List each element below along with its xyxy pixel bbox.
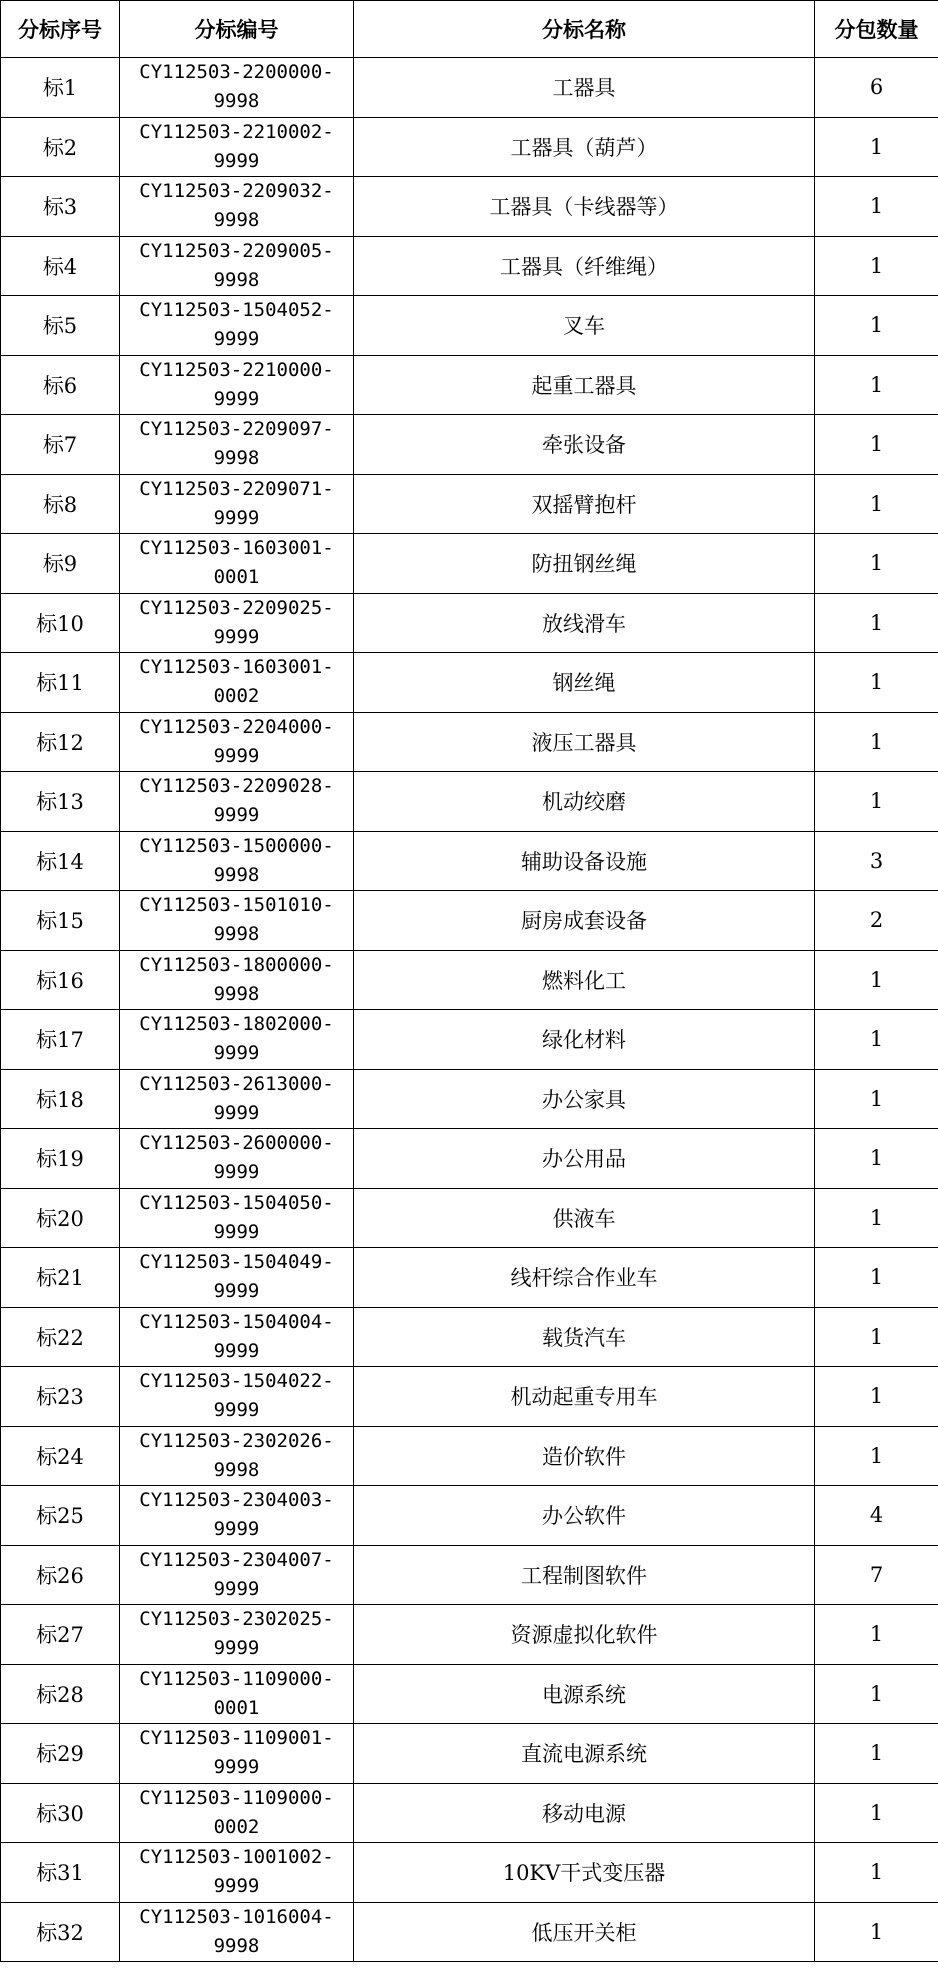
cell-seq: 标31 bbox=[1, 1843, 120, 1903]
cell-code bbox=[120, 1010, 354, 1070]
cell-code-line1: CY112503-2209025- bbox=[139, 596, 334, 619]
cell-count: 1 bbox=[815, 653, 938, 713]
table-row bbox=[1, 831, 938, 891]
cell-code bbox=[120, 1783, 354, 1843]
cell-name: 资源虚拟化软件 bbox=[354, 1605, 815, 1665]
cell-seq: 标18 bbox=[1, 1069, 120, 1129]
cell-code-line2: 9999 bbox=[213, 1280, 260, 1303]
cell-seq: 标22 bbox=[1, 1307, 120, 1367]
table-row bbox=[1, 1129, 938, 1189]
table-row bbox=[1, 117, 938, 177]
cell-seq: 标9 bbox=[1, 534, 120, 594]
cell-code-line2: 9998 bbox=[213, 447, 260, 470]
cell-seq: 标3 bbox=[1, 177, 120, 237]
table-row bbox=[1, 950, 938, 1010]
cell-code-line2: 0001 bbox=[213, 566, 260, 589]
cell-code bbox=[120, 1367, 354, 1427]
cell-seq: 标6 bbox=[1, 355, 120, 415]
cell-name: 线杆综合作业车 bbox=[354, 1248, 815, 1308]
cell-code bbox=[120, 1486, 354, 1546]
cell-code bbox=[120, 1664, 354, 1724]
cell-name: 移动电源 bbox=[354, 1783, 815, 1843]
cell-code-line2: 9999 bbox=[213, 506, 260, 529]
cell-name: 工程制图软件 bbox=[354, 1545, 815, 1605]
cell-code-line2: 9999 bbox=[213, 804, 260, 827]
cell-count: 1 bbox=[815, 1248, 938, 1308]
cell-name: 10KV干式变压器 bbox=[354, 1843, 815, 1903]
cell-seq: 标2 bbox=[1, 117, 120, 177]
cell-name: 起重工器具 bbox=[354, 355, 815, 415]
table-row bbox=[1, 1843, 938, 1903]
table-row bbox=[1, 1486, 938, 1546]
cell-name: 放线滑车 bbox=[354, 593, 815, 653]
cell-code-line1: CY112503-1800000- bbox=[139, 953, 334, 976]
cell-name: 工器具（卡线器等） bbox=[354, 177, 815, 237]
table-row bbox=[1, 177, 938, 237]
cell-code-line1: CY112503-2209028- bbox=[139, 775, 334, 798]
cell-name: 电源系统 bbox=[354, 1664, 815, 1724]
cell-code-line1: CY112503-2209032- bbox=[139, 180, 334, 203]
cell-code-line2: 9999 bbox=[213, 1220, 260, 1243]
cell-seq: 标26 bbox=[1, 1545, 120, 1605]
cell-code-line2: 9998 bbox=[213, 863, 260, 886]
cell-code-line2: 9998 bbox=[213, 1458, 260, 1481]
cell-code bbox=[120, 1069, 354, 1129]
cell-count: 1 bbox=[815, 1010, 938, 1070]
cell-name: 牵张设备 bbox=[354, 415, 815, 475]
cell-code-line2: 9999 bbox=[213, 149, 260, 172]
cell-seq: 标12 bbox=[1, 712, 120, 772]
cell-seq: 标1 bbox=[1, 58, 120, 118]
table-row bbox=[1, 296, 938, 356]
cell-code-line2: 9999 bbox=[213, 1577, 260, 1600]
cell-code bbox=[120, 1129, 354, 1189]
cell-seq: 标7 bbox=[1, 415, 120, 475]
cell-count: 1 bbox=[815, 1426, 938, 1486]
cell-count: 1 bbox=[815, 415, 938, 475]
cell-name: 办公用品 bbox=[354, 1129, 815, 1189]
cell-code-line2: 9998 bbox=[213, 923, 260, 946]
cell-code-line2: 9998 bbox=[213, 268, 260, 291]
cell-count: 1 bbox=[815, 1129, 938, 1189]
cell-code-line2: 9998 bbox=[213, 982, 260, 1005]
cell-count: 1 bbox=[815, 1724, 938, 1784]
table-row bbox=[1, 1664, 938, 1724]
cell-code bbox=[120, 1188, 354, 1248]
cell-code-line1: CY112503-2613000- bbox=[139, 1072, 334, 1095]
cell-code bbox=[120, 831, 354, 891]
cell-count: 1 bbox=[815, 1843, 938, 1903]
cell-name: 燃料化工 bbox=[354, 950, 815, 1010]
cell-code bbox=[120, 712, 354, 772]
cell-code-line2: 9998 bbox=[213, 90, 260, 113]
cell-code bbox=[120, 296, 354, 356]
table-header bbox=[1, 1, 938, 58]
cell-code-line1: CY112503-2209071- bbox=[139, 477, 334, 500]
cell-code bbox=[120, 117, 354, 177]
cell-seq: 标32 bbox=[1, 1902, 120, 1962]
cell-code-line2: 9999 bbox=[213, 1399, 260, 1422]
cell-code-line2: 9999 bbox=[213, 1637, 260, 1660]
cell-code bbox=[120, 1724, 354, 1784]
cell-code-line1: CY112503-1109001- bbox=[139, 1727, 334, 1750]
cell-code-line2: 9999 bbox=[213, 1161, 260, 1184]
cell-code-line1: CY112503-2304007- bbox=[139, 1548, 334, 1571]
table-row bbox=[1, 58, 938, 118]
cell-count: 1 bbox=[815, 177, 938, 237]
table-row bbox=[1, 653, 938, 713]
cell-code bbox=[120, 1248, 354, 1308]
cell-count: 3 bbox=[815, 831, 938, 891]
cell-name: 辅助设备设施 bbox=[354, 831, 815, 891]
cell-name: 低压开关柜 bbox=[354, 1902, 815, 1962]
cell-code-line2: 9999 bbox=[213, 1339, 260, 1362]
cell-code bbox=[120, 593, 354, 653]
cell-name: 办公家具 bbox=[354, 1069, 815, 1129]
table-row bbox=[1, 1069, 938, 1129]
cell-seq: 标23 bbox=[1, 1367, 120, 1427]
cell-name: 钢丝绳 bbox=[354, 653, 815, 713]
cell-seq: 标8 bbox=[1, 474, 120, 534]
cell-count: 7 bbox=[815, 1545, 938, 1605]
table-row bbox=[1, 534, 938, 594]
cell-seq: 标19 bbox=[1, 1129, 120, 1189]
cell-seq: 标14 bbox=[1, 831, 120, 891]
cell-count: 1 bbox=[815, 1069, 938, 1129]
cell-code-line2: 9998 bbox=[213, 209, 260, 232]
cell-code-line2: 0001 bbox=[213, 1696, 260, 1719]
cell-code bbox=[120, 1902, 354, 1962]
table-row bbox=[1, 891, 938, 951]
table-row bbox=[1, 772, 938, 832]
header-row bbox=[1, 1, 938, 58]
cell-code bbox=[120, 950, 354, 1010]
cell-code-line2: 9999 bbox=[213, 1101, 260, 1124]
cell-code bbox=[120, 653, 354, 713]
cell-count: 1 bbox=[815, 236, 938, 296]
cell-code bbox=[120, 474, 354, 534]
table-row bbox=[1, 1426, 938, 1486]
table-row bbox=[1, 415, 938, 475]
cell-code bbox=[120, 236, 354, 296]
cell-name: 工器具 bbox=[354, 58, 815, 118]
cell-code-line2: 0002 bbox=[213, 1815, 260, 1838]
cell-code-line2: 9999 bbox=[213, 1756, 260, 1779]
cell-code bbox=[120, 891, 354, 951]
cell-code-line1: CY112503-2204000- bbox=[139, 715, 334, 738]
cell-code-line2: 9999 bbox=[213, 387, 260, 410]
cell-count: 1 bbox=[815, 474, 938, 534]
cell-code-line1: CY112503-1802000- bbox=[139, 1013, 334, 1036]
cell-code-line1: CY112503-1109000- bbox=[139, 1667, 334, 1690]
cell-count: 2 bbox=[815, 891, 938, 951]
table-row bbox=[1, 236, 938, 296]
cell-code-line1: CY112503-1603001- bbox=[139, 537, 334, 560]
table-row bbox=[1, 712, 938, 772]
table-row bbox=[1, 1545, 938, 1605]
cell-count: 1 bbox=[815, 1664, 938, 1724]
cell-code-line1: CY112503-2210000- bbox=[139, 358, 334, 381]
cell-name: 工器具（纤维绳） bbox=[354, 236, 815, 296]
cell-count: 1 bbox=[815, 1367, 938, 1427]
cell-code-line1: CY112503-1504052- bbox=[139, 299, 334, 322]
table-row bbox=[1, 1307, 938, 1367]
cell-name: 载货汽车 bbox=[354, 1307, 815, 1367]
cell-name: 防扭钢丝绳 bbox=[354, 534, 815, 594]
cell-code-line2: 9999 bbox=[213, 744, 260, 767]
cell-seq: 标11 bbox=[1, 653, 120, 713]
table-row bbox=[1, 1724, 938, 1784]
cell-name: 机动起重专用车 bbox=[354, 1367, 815, 1427]
cell-code-line1: CY112503-1016004- bbox=[139, 1905, 334, 1928]
cell-code-line1: CY112503-2302026- bbox=[139, 1429, 334, 1452]
cell-seq: 标10 bbox=[1, 593, 120, 653]
cell-count: 1 bbox=[815, 1605, 938, 1665]
cell-count: 1 bbox=[815, 593, 938, 653]
cell-count: 1 bbox=[815, 296, 938, 356]
cell-seq: 标13 bbox=[1, 772, 120, 832]
table-row bbox=[1, 1605, 938, 1665]
cell-count: 1 bbox=[815, 772, 938, 832]
table-row bbox=[1, 474, 938, 534]
cell-code-line1: CY112503-2209005- bbox=[139, 239, 334, 262]
cell-name: 办公软件 bbox=[354, 1486, 815, 1546]
cell-count: 1 bbox=[815, 1307, 938, 1367]
cell-code-line2: 9999 bbox=[213, 1042, 260, 1065]
cell-seq: 标17 bbox=[1, 1010, 120, 1070]
cell-count: 1 bbox=[815, 712, 938, 772]
cell-seq: 标27 bbox=[1, 1605, 120, 1665]
cell-code-line1: CY112503-2209097- bbox=[139, 418, 334, 441]
cell-name: 厨房成套设备 bbox=[354, 891, 815, 951]
cell-count: 1 bbox=[815, 355, 938, 415]
cell-seq: 标4 bbox=[1, 236, 120, 296]
cell-code-line1: CY112503-1504004- bbox=[139, 1310, 334, 1333]
cell-code-line1: CY112503-1603001- bbox=[139, 656, 334, 679]
cell-code-line1: CY112503-2302025- bbox=[139, 1608, 334, 1631]
cell-seq: 标28 bbox=[1, 1664, 120, 1724]
cell-code-line1: CY112503-1501010- bbox=[139, 894, 334, 917]
cell-seq: 标25 bbox=[1, 1486, 120, 1546]
cell-count: 1 bbox=[815, 1188, 938, 1248]
cell-seq: 标30 bbox=[1, 1783, 120, 1843]
cell-code-line2: 9999 bbox=[213, 1518, 260, 1541]
header-code: 分标编号 bbox=[120, 1, 354, 58]
header-count: 分包数量 bbox=[815, 1, 938, 58]
table-row bbox=[1, 1010, 938, 1070]
header-seq: 分标序号 bbox=[1, 1, 120, 58]
cell-seq: 标5 bbox=[1, 296, 120, 356]
table-row bbox=[1, 1367, 938, 1427]
cell-code bbox=[120, 1426, 354, 1486]
cell-count: 1 bbox=[815, 117, 938, 177]
cell-code bbox=[120, 415, 354, 475]
cell-name: 液压工器具 bbox=[354, 712, 815, 772]
cell-code bbox=[120, 1545, 354, 1605]
cell-seq: 标15 bbox=[1, 891, 120, 951]
table-row bbox=[1, 355, 938, 415]
table-row bbox=[1, 593, 938, 653]
cell-code-line1: CY112503-1504049- bbox=[139, 1251, 334, 1274]
cell-count: 1 bbox=[815, 950, 938, 1010]
cell-count: 1 bbox=[815, 1783, 938, 1843]
table-body bbox=[1, 58, 938, 1962]
table-row bbox=[1, 1783, 938, 1843]
cell-code bbox=[120, 1605, 354, 1665]
cell-code-line2: 9998 bbox=[213, 1934, 260, 1957]
cell-seq: 标24 bbox=[1, 1426, 120, 1486]
cell-code-line1: CY112503-1504050- bbox=[139, 1191, 334, 1214]
cell-name: 机动绞磨 bbox=[354, 772, 815, 832]
cell-code bbox=[120, 355, 354, 415]
table-row bbox=[1, 1902, 938, 1962]
cell-code-line1: CY112503-1001002- bbox=[139, 1846, 334, 1869]
cell-name: 叉车 bbox=[354, 296, 815, 356]
cell-count: 1 bbox=[815, 1902, 938, 1962]
cell-code-line1: CY112503-2600000- bbox=[139, 1132, 334, 1155]
cell-count: 6 bbox=[815, 58, 938, 118]
cell-count: 1 bbox=[815, 534, 938, 594]
cell-code-line1: CY112503-1504022- bbox=[139, 1370, 334, 1393]
cell-name: 工器具（葫芦） bbox=[354, 117, 815, 177]
cell-count: 4 bbox=[815, 1486, 938, 1546]
cell-code bbox=[120, 534, 354, 594]
cell-code-line1: CY112503-2304003- bbox=[139, 1489, 334, 1512]
cell-code bbox=[120, 177, 354, 237]
cell-name: 供液车 bbox=[354, 1188, 815, 1248]
cell-seq: 标16 bbox=[1, 950, 120, 1010]
cell-code bbox=[120, 772, 354, 832]
header-name: 分标名称 bbox=[354, 1, 815, 58]
cell-name: 双摇臂抱杆 bbox=[354, 474, 815, 534]
cell-code-line1: CY112503-1109000- bbox=[139, 1786, 334, 1809]
cell-code-line2: 9999 bbox=[213, 625, 260, 648]
cell-name: 绿化材料 bbox=[354, 1010, 815, 1070]
cell-code bbox=[120, 58, 354, 118]
cell-code-line2: 9999 bbox=[213, 328, 260, 351]
table-row bbox=[1, 1248, 938, 1308]
cell-code bbox=[120, 1307, 354, 1367]
cell-code-line1: CY112503-2210002- bbox=[139, 120, 334, 143]
cell-name: 直流电源系统 bbox=[354, 1724, 815, 1784]
cell-seq: 标29 bbox=[1, 1724, 120, 1784]
cell-seq: 标20 bbox=[1, 1188, 120, 1248]
cell-code-line2: 9999 bbox=[213, 1875, 260, 1898]
cell-name: 造价软件 bbox=[354, 1426, 815, 1486]
cell-code bbox=[120, 1843, 354, 1903]
cell-code-line1: CY112503-2200000- bbox=[139, 61, 334, 84]
table-row bbox=[1, 1188, 938, 1248]
cell-code-line2: 0002 bbox=[213, 685, 260, 708]
cell-seq: 标21 bbox=[1, 1248, 120, 1308]
cell-code-line1: CY112503-1500000- bbox=[139, 834, 334, 857]
